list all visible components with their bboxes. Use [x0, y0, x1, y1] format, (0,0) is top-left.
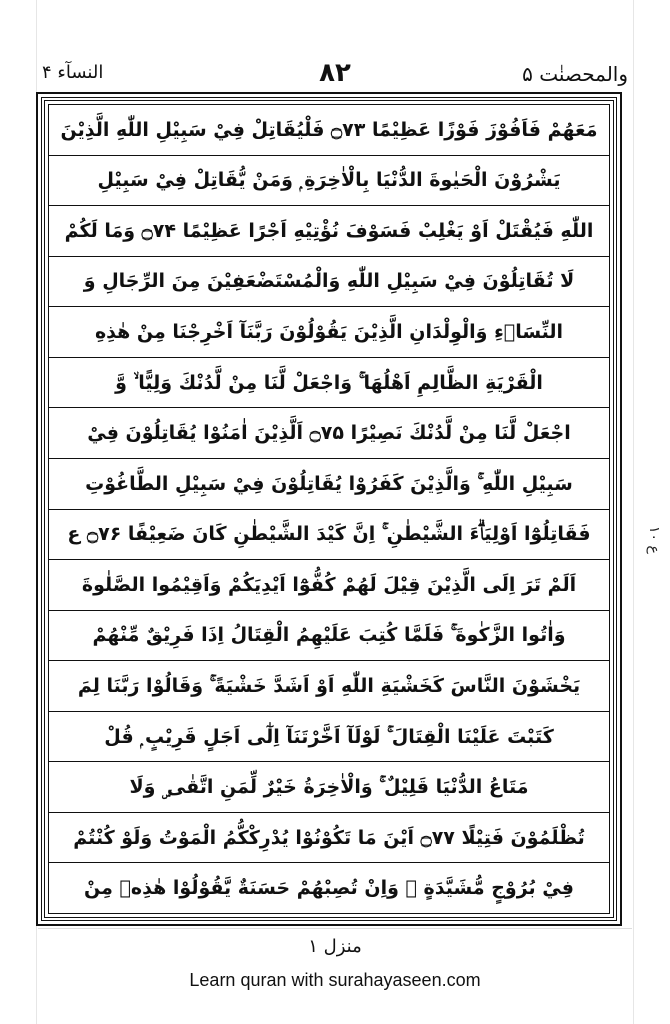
verse-lines [48, 104, 610, 914]
juz-name: والمحصنٰت ۵ [522, 62, 628, 86]
verse-line-11: وَاٰتُوا الزَّكٰوةَ ۚ فَلَمَّا كُتِبَ عَلَيْهِمُ الْقِتَالُ اِذَا فَرِيْقٌ مِّنْهُمْ [49, 611, 609, 662]
verse-line-9: فَقَاتِلُوْٓا اَوْلِيَاۗءَ الشَّيْطٰنِ ۚ اِنَّ كَيْدَ الشَّيْطٰنِ كَانَ ضَعِيْفًا ۝۷۶ ع [49, 510, 609, 561]
footer-divider [38, 928, 632, 929]
verse-line-3: اللّٰهِ فَيُقْتَلْ اَوْ يَغْلِبْ فَسَوْفَ نُؤْتِيْهِ اَجْرًا عَظِيْمًا ۝۷۴ وَمَا لَكُمْ [49, 206, 609, 257]
verse-line-5: النِّسَاۗءِ وَالْوِلْدَانِ الَّذِيْنَ يَقُوْلُوْنَ رَبَّنَآ اَخْرِجْنَا مِنْ هٰذِهِ [49, 307, 609, 358]
frame-border [41, 97, 617, 921]
text-frame [36, 92, 622, 926]
verse-line-14: مَتَاعُ الدُّنْيَا قَلِيْلٌ ۚ وَالْاٰخِرَةُ خَيْرٌ لِّمَنِ اتَّقٰى ۣ وَلَا [49, 762, 609, 813]
verse-line-12: يَخْشَوْنَ النَّاسَ كَخَشْيَةِ اللّٰهِ اَوْ اَشَدَّ خَشْيَةً ۚ وَقَالُوْا رَبَّنَا لِمَ [49, 661, 609, 712]
ruku-margin-note: ع ١٠ [646, 526, 662, 554]
verse-line-4: لَا تُقَاتِلُوْنَ فِيْ سَبِيْلِ اللّٰهِ وَالْمُسْتَضْعَفِيْنَ مِنَ الرِّجَالِ وَ [49, 257, 609, 308]
verse-line-2: يَشْرُوْنَ الْحَيٰوةَ الدُّنْيَا بِالْاٰخِرَةِ ۭ وَمَنْ يُّقَاتِلْ فِيْ سَبِيْلِ [49, 156, 609, 207]
surah-name: النسآء ۴ [42, 62, 104, 83]
verse-line-1: مَعَهُمْ فَاَفُوْزَ فَوْزًا عَظِيْمًا ۝۷۳ فَلْيُقَاتِلْ فِيْ سَبِيْلِ اللّٰهِ الَّذِيْنَ [49, 105, 609, 156]
verse-line-6: الْقَرْيَةِ الظَّالِمِ اَهْلُهَا ۚ وَاجْعَلْ لَّنَا مِنْ لَّدُنْكَ وَلِيًّا ۙ وَّ [49, 358, 609, 409]
manzil-label: منزل ١ [308, 936, 362, 957]
verse-line-10: اَلَمْ تَرَ اِلَى الَّذِيْنَ قِيْلَ لَهُمْ كُفُّوْٓا اَيْدِيَكُمْ وَاَقِيْمُوا الصَّلٰوةَ [49, 560, 609, 611]
page-header [38, 58, 632, 96]
page-number: ۸۲ [319, 58, 351, 88]
website-footer: Learn quran with surahayaseen.com [189, 970, 481, 990]
verse-line-13: كَتَبْتَ عَلَيْنَا الْقِتَالَ ۚ لَوْلَآ اَخَّرْتَنَآ اِلٰٓى اَجَلٍ قَرِيْبٍ ۭ قُلْ [49, 712, 609, 763]
verse-line-8: سَبِيْلِ اللّٰهِ ۚ وَالَّذِيْنَ كَفَرُوْا يُقَاتِلُوْنَ فِيْ سَبِيْلِ الطَّاغُوْتِ [49, 459, 609, 510]
verse-line-7: اجْعَلْ لَّنَا مِنْ لَّدُنْكَ نَصِيْرًا ۝۷۵ اَلَّذِيْنَ اٰمَنُوْا يُقَاتِلُوْنَ فِيْ [49, 408, 609, 459]
verse-line-16: فِيْ بُرُوْجٍ مُّشَيَّدَةٍ ۭ وَاِنْ تُصِبْهُمْ حَسَنَةٌ يَّقُوْلُوْا هٰذِهٖ مِنْ [84, 877, 574, 900]
verse-line-15: تُظْلَمُوْنَ فَتِيْلًا ۝۷۷ اَيْنَ مَا تَكُوْنُوْا يُدْرِكْكُّمُ الْمَوْتُ وَلَوْ كُنْتُمْ [49, 813, 609, 864]
